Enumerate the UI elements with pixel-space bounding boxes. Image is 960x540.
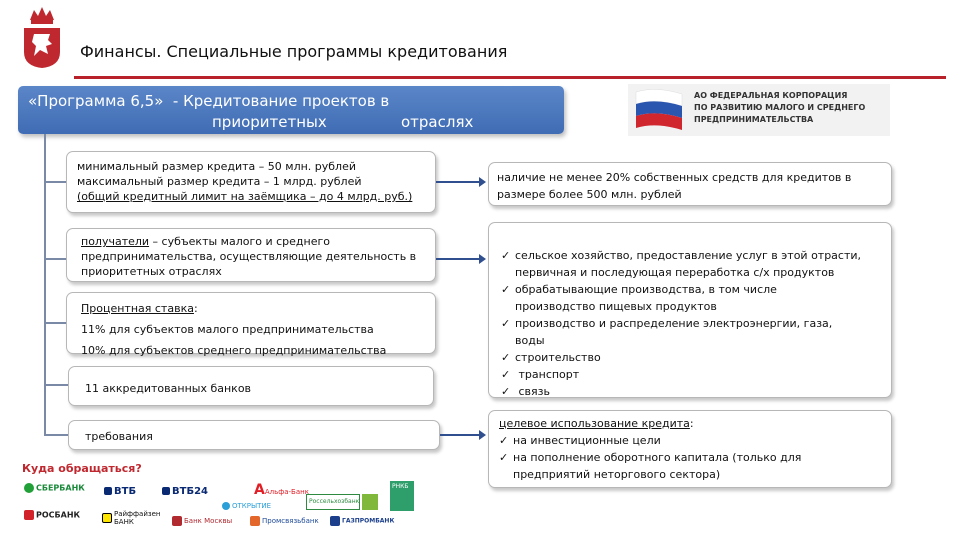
sector-item-text: воды bbox=[515, 334, 545, 347]
sector-item-2-cont bbox=[501, 332, 881, 349]
sector-item-text: первичная и последующая переработка с/х продуктов bbox=[515, 266, 835, 279]
promsvyazbank-icon bbox=[250, 516, 260, 526]
russian-flag-icon bbox=[630, 84, 688, 136]
rate-label: Процентная ставка bbox=[81, 302, 194, 315]
rosbank-text: РОСБАНК bbox=[36, 510, 81, 520]
raiffeisen-text-1: Райффайзен bbox=[114, 510, 161, 518]
target-use-title: целевое использование кредита bbox=[499, 417, 690, 430]
rate-colon: : bbox=[193, 302, 198, 315]
tree-connector-credit bbox=[44, 181, 66, 183]
target-use-item-1-cont bbox=[499, 466, 881, 483]
sector-item-1-cont bbox=[501, 298, 881, 315]
bank-moskvy-logo bbox=[172, 516, 232, 526]
recipients-line2: предпринимательства, осуществляющие деятельность в bbox=[81, 250, 417, 263]
sector-item-5 bbox=[501, 383, 881, 400]
checkmark-icon: ✓ bbox=[501, 317, 511, 330]
tree-connector-rate bbox=[44, 322, 66, 324]
arrow-requirements bbox=[440, 434, 484, 436]
gazprombank-icon bbox=[330, 516, 340, 526]
corp-name-line2: ПО РАЗВИТИЮ МАЛОГО И СРЕДНЕГО bbox=[694, 103, 866, 112]
vtb-text: ВТБ bbox=[114, 486, 137, 497]
tree-connector-requirements bbox=[44, 434, 68, 436]
gazprombank-logo bbox=[330, 516, 394, 526]
otkritie-icon bbox=[222, 502, 230, 510]
checkmark-icon: ✓ bbox=[501, 249, 511, 262]
own-funds-box bbox=[488, 162, 892, 206]
perm-region-emblem bbox=[22, 4, 62, 70]
corp-name-line3: ПРЕДПРИНИМАТЕЛЬСТВА bbox=[694, 115, 814, 124]
credit-min: минимальный размер кредита – 50 млн. рублей bbox=[77, 160, 357, 173]
sector-item-text: транспорт bbox=[515, 368, 580, 381]
bank-moskvy-icon bbox=[172, 516, 182, 526]
target-use-item-text: на инвестиционные цели bbox=[513, 434, 661, 447]
checkmark-icon: ✓ bbox=[501, 283, 511, 296]
checkmark-icon: ✓ bbox=[501, 385, 511, 398]
sector-item-text: строительство bbox=[515, 351, 601, 364]
recipients-line3: приоритетных отраслях bbox=[81, 265, 222, 278]
green-bank-logo bbox=[362, 494, 378, 510]
credit-size-box bbox=[66, 151, 436, 213]
gazprombank-text: ГАЗПРОМБАНК bbox=[342, 517, 395, 525]
bank-moskvy-text: Банк Москвы bbox=[184, 517, 233, 525]
tree-connector-recipients bbox=[44, 258, 66, 260]
target-use-list bbox=[499, 432, 881, 483]
credit-limit: (общий кредитный лимит на заёмщика – до 4 млрд. руб.) bbox=[77, 190, 413, 203]
raiffeisen-logo bbox=[102, 510, 160, 526]
vtb24-icon bbox=[162, 487, 170, 495]
checkmark-icon: ✓ bbox=[499, 451, 509, 464]
recipients-line1: – субъекты малого и среднего bbox=[149, 235, 330, 248]
promsvyazbank-logo bbox=[250, 516, 319, 526]
alfa-icon: A bbox=[254, 482, 265, 498]
sector-item-4 bbox=[501, 366, 881, 383]
promsvyazbank-text: Промсвязьбанк bbox=[262, 517, 319, 525]
page-title: Финансы. Специальные программы кредитования bbox=[80, 42, 508, 61]
checkmark-icon: ✓ bbox=[501, 368, 511, 381]
sector-list bbox=[501, 247, 881, 400]
tree-connector-vertical bbox=[44, 134, 46, 434]
sector-item-0 bbox=[501, 247, 881, 264]
banks-count: 11 аккредитованных банков bbox=[85, 382, 252, 395]
recipients-box bbox=[66, 228, 436, 282]
target-use-item-0 bbox=[499, 432, 881, 449]
interest-rate-box bbox=[66, 292, 436, 357]
target-use-item-1 bbox=[499, 449, 881, 466]
checkmark-icon: ✓ bbox=[499, 434, 509, 447]
rosselkhozbank-logo bbox=[306, 494, 360, 510]
otkritie-text: ОТКРЫТИЕ bbox=[232, 502, 272, 510]
vtb-icon bbox=[104, 487, 112, 495]
sector-item-1 bbox=[501, 281, 881, 298]
program-header-line2b: отраслях bbox=[401, 113, 474, 131]
rnkb-text: РНКБ bbox=[392, 483, 409, 490]
recipients-label: получатели bbox=[81, 235, 150, 248]
arrow-recipients bbox=[436, 258, 484, 260]
sector-item-text: сельское хозяйство, предоставление услуг в этой отрасти, bbox=[515, 249, 862, 262]
checkmark-icon: ✓ bbox=[501, 351, 511, 364]
sector-item-text: производство и распределение электроэнергии, газа, bbox=[515, 317, 833, 330]
own-funds-line1: наличие не менее 20% собственных средств для кредитов в bbox=[497, 171, 852, 184]
target-use-item-text: на пополнение оборотного капитала (только для bbox=[513, 451, 802, 464]
where-to-apply: Куда обращаться? bbox=[22, 462, 142, 475]
rate-medium: 10% для субъектов среднего предпринимательства bbox=[81, 344, 387, 357]
sberbank-logo bbox=[24, 483, 85, 493]
rnkb-logo bbox=[390, 481, 414, 511]
target-use-box bbox=[488, 410, 892, 488]
vtb24-logo bbox=[162, 486, 208, 497]
sector-item-text: обрабатывающие производства, в том числе bbox=[515, 283, 777, 296]
sector-item-text: связь bbox=[515, 385, 550, 398]
requirements-label: требования bbox=[85, 430, 153, 443]
raiffeisen-icon bbox=[102, 513, 112, 523]
own-funds-line2: размере более 500 млн. рублей bbox=[497, 188, 682, 201]
vtb-logo bbox=[104, 486, 136, 497]
rate-small: 11% для субъектов малого предпринимательства bbox=[81, 323, 374, 336]
target-use-colon: : bbox=[689, 417, 694, 430]
program-header bbox=[18, 86, 564, 134]
rosbank-logo bbox=[24, 510, 80, 520]
requirements-box bbox=[68, 420, 440, 450]
sector-item-0-cont bbox=[501, 264, 881, 281]
program-header-line1: «Программа 6,5» - Кредитование проектов в bbox=[28, 92, 390, 110]
arrow-credit bbox=[436, 181, 484, 183]
sector-item-2 bbox=[501, 315, 881, 332]
otkritie-logo bbox=[222, 502, 271, 510]
corp-name-line1: АО ФЕДЕРАЛЬНАЯ КОРПОРАЦИЯ bbox=[694, 91, 848, 100]
sector-item-text: производство пищевых продуктов bbox=[515, 300, 717, 313]
credit-max: максимальный размер кредита – 1 млрд. рублей bbox=[77, 175, 362, 188]
banks-box bbox=[68, 366, 434, 406]
priority-sectors-box bbox=[488, 222, 892, 398]
vtb24-text: ВТБ24 bbox=[172, 486, 208, 497]
rosbank-icon bbox=[24, 510, 34, 520]
alfa-bank-logo bbox=[254, 482, 309, 498]
rosselkhoz-text: Россельхозбанк bbox=[309, 498, 360, 505]
alfa-text: Альфа-Банк bbox=[264, 488, 309, 496]
program-header-line2a: приоритетных bbox=[212, 113, 327, 131]
sberbank-text: СБЕРБАНК bbox=[36, 483, 85, 493]
sector-item-3 bbox=[501, 349, 881, 366]
msp-corporation-logo bbox=[628, 84, 890, 136]
title-divider bbox=[74, 76, 946, 79]
target-use-item-text: предприятий неторгового сектора) bbox=[513, 468, 721, 481]
raiffeisen-text-2: БАНК bbox=[114, 518, 134, 526]
sberbank-icon bbox=[24, 483, 34, 493]
tree-connector-banks bbox=[44, 384, 68, 386]
